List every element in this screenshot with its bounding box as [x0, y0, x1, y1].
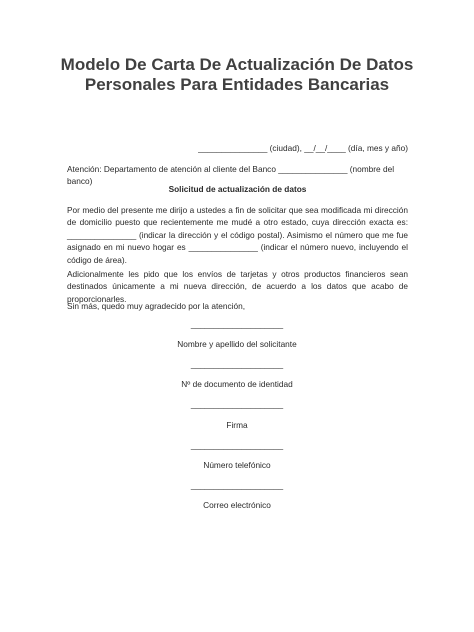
signature-label-name: Nombre y apellido del solicitante [177, 339, 297, 349]
signature-line-id: ____________________ [190, 359, 284, 369]
signature-line-firma: ____________________ [190, 399, 284, 409]
signature-line-name: ____________________ [190, 319, 284, 329]
paragraph-additional: Adicionalmente les pido que los envíos de tarjetas y otros productos financieros sean destinados únicamente a mi nueva dirección, de acuerdo a los datos que acabo de proporcionarles. [67, 269, 408, 304]
title-line-1: Modelo De Carta De Actualización De Datos [60, 55, 414, 74]
date-line: _______________ (ciudad), __/__/____ (día, mes y año) [198, 143, 408, 153]
signature-label-email: Correo electrónico [203, 500, 271, 510]
signature-line-email: ____________________ [190, 480, 284, 490]
paragraph-request: Por medio del presente me dirijo a ustedes a fin de solicitar que sea modificada mi dirección de domicilio puesto que recientemente me mudé a otro estado, cuya dirección exacta es: _______________ (indicar la dirección y el código postal). Asimismo el número que me fue asignado en mi nuevo hogar es _______________ (indicar el número nuevo, incluyendo el código de área). [67, 205, 408, 265]
signature-label-firma: Firma [226, 420, 248, 430]
title-line-2: Personales Para Entidades Bancarias [84, 75, 390, 94]
signature-label-phone: Número telefónico [203, 460, 271, 470]
subject-line: Solicitud de actualización de datos [168, 184, 307, 194]
signature-line-phone: ____________________ [190, 440, 284, 450]
closing-line: Sin más, quedo muy agradecido por la atención, [67, 301, 246, 311]
document-title [0, 55, 474, 95]
signature-label-id: Nº de documento de identidad [181, 379, 293, 389]
attention-line: Atención: Departamento de atención al cliente del Banco _______________ (nombre del banco) [67, 164, 395, 187]
